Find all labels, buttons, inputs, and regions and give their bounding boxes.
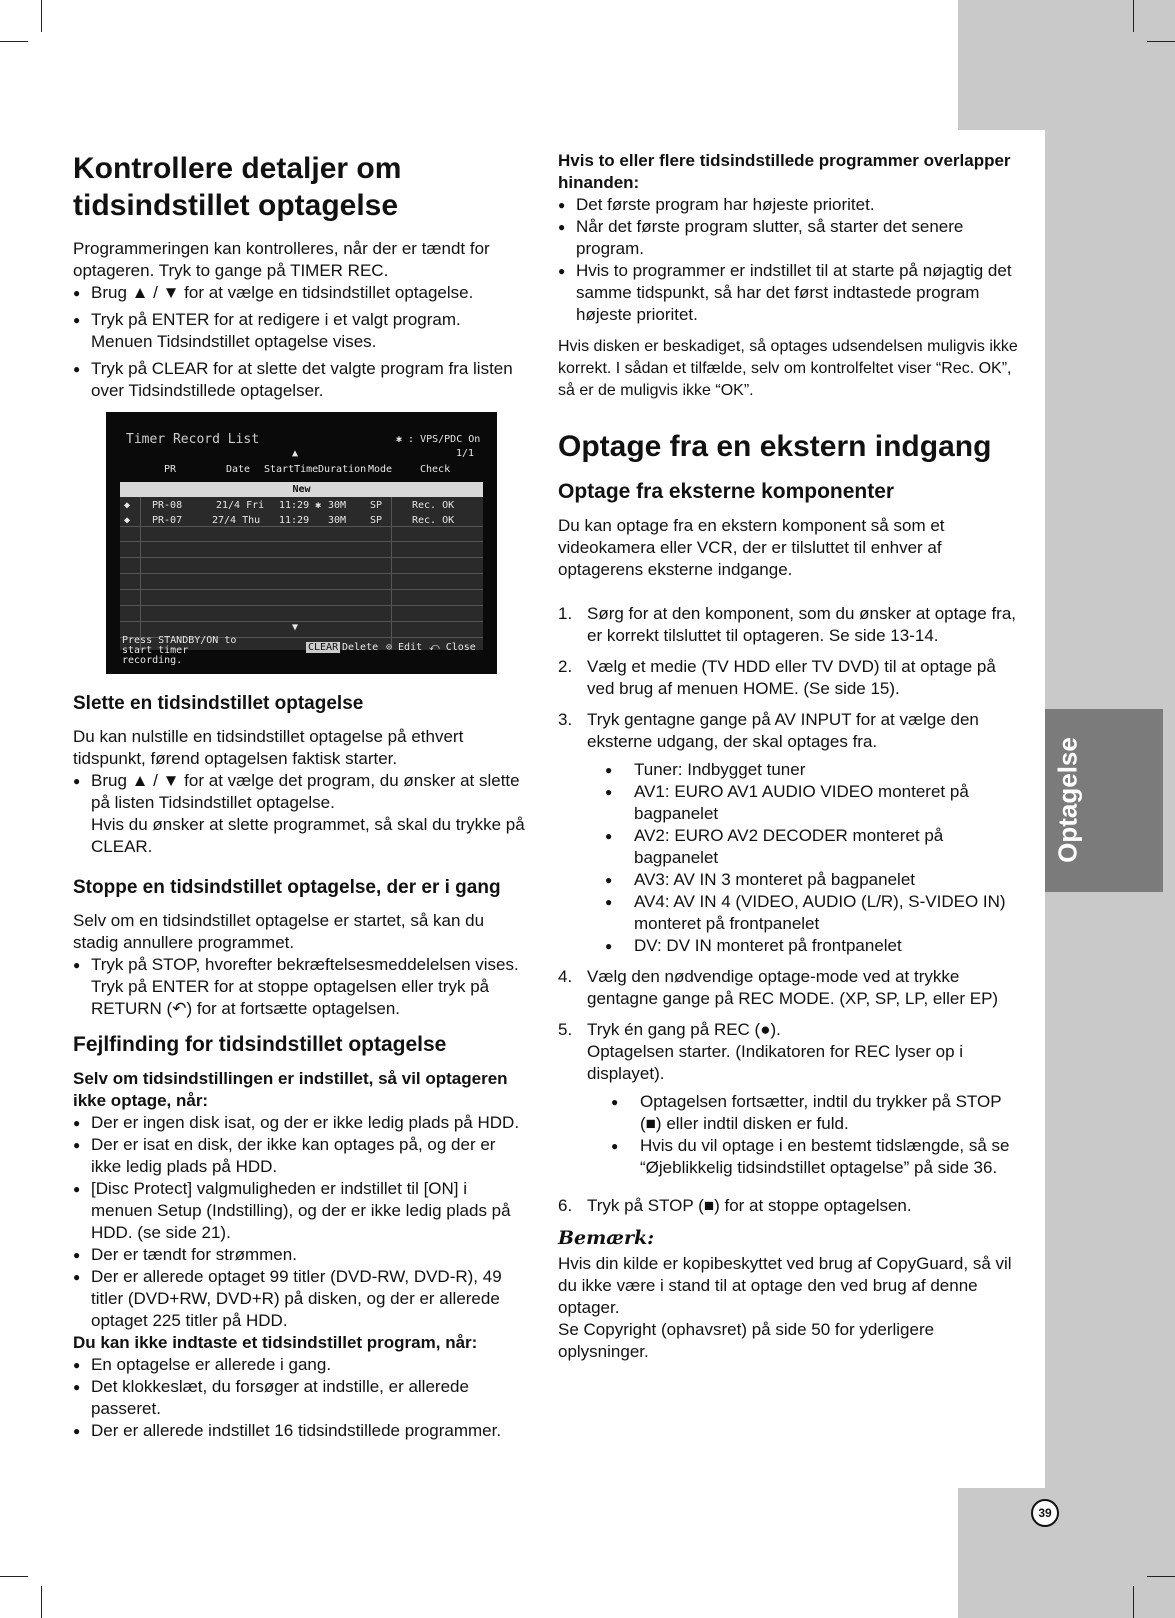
- section-title-troubleshoot: Fejlfinding for tidsindstillet optagelse: [73, 1033, 447, 1056]
- step-text: Vælg et medie (TV HDD eller TV DVD) til at optage på ved brug af menuen HOME. (Se side 15).: [587, 657, 996, 698]
- step-number: 3.: [558, 710, 573, 729]
- delete-bullets: [73, 770, 525, 858]
- list-item: ● AV1: EURO AV1 AUDIO VIDEO monteret på bagpanelet: [605, 781, 1018, 825]
- bullet-text: Brug ▲ / ▼ for at vælge det program, du ønsker at slette på listen Tidsindstillet optagelse.: [91, 771, 520, 812]
- crop-mark: [1147, 1576, 1175, 1577]
- tv-icon: ◆: [124, 515, 131, 526]
- step-number: 4.: [558, 967, 573, 986]
- sidebar-band-bottom: [958, 1488, 1175, 1618]
- header-duration: Duration: [318, 464, 367, 475]
- row-mode: SP: [370, 500, 383, 511]
- footer-delete: Delete: [342, 642, 379, 653]
- input-list: [605, 759, 1018, 957]
- troubleshoot-subtitle: Du kan ikke indtaste et tidsindstillet program, når:: [73, 1333, 478, 1352]
- bullet-text: Tryk på STOP, hvorefter bekræftelsesmeddelelsen vises.: [91, 955, 519, 974]
- step-text: Sørg for at den komponent, som du ønsker at optage fra, er korrekt tilsluttet til optageren. Se side 13-14.: [587, 604, 1017, 645]
- header-start: StartTime: [264, 464, 319, 475]
- page-indicator: 1/1: [456, 448, 475, 459]
- note-text: Hvis din kilde er kopibeskyttet ved brug af CopyGuard, så vil du ikke være i stand til at optage den ved brug af denne optager.: [558, 1254, 1012, 1317]
- clear-key-icon: CLEAR: [308, 642, 339, 653]
- crop-mark: [1133, 1586, 1134, 1618]
- list-item: ● Tryk på CLEAR for at slette det valgte program fra listen over Tidsindstillede optagelser.: [73, 358, 525, 402]
- list-item: ● Der er ingen disk isat, og der er ikke ledig plads på HDD.: [73, 1112, 525, 1134]
- new-entry-row[interactable]: New: [120, 482, 483, 497]
- row-mode: SP: [370, 515, 383, 526]
- sidebar-band-top: [958, 0, 1175, 130]
- timer-record-list-screen: [106, 412, 497, 674]
- delete-text: Du kan nulstille en tidsindstillet optagelse på ethvert tidspunkt, førend optagelsen faktisk starter.: [73, 727, 464, 768]
- step-item: [558, 1195, 1018, 1217]
- list-item: ● Hvis du vil optage i en bestemt tidslængde, så se “Øjeblikkelig tidsindstillet optagelse” på side 36.: [611, 1135, 1018, 1179]
- left-column: [73, 150, 525, 1442]
- grid-row: [120, 575, 483, 590]
- list-item: ● Optagelsen fortsætter, indtil du trykker på STOP (■) eller indtil disken er fuld.: [611, 1091, 1018, 1135]
- section-tab-label: Optagelse: [1052, 737, 1083, 863]
- scroll-down-icon: ▼: [292, 622, 299, 633]
- crop-mark: [1147, 41, 1175, 42]
- scroll-up-icon: ▲: [292, 448, 299, 459]
- steps-list: [558, 603, 1018, 1217]
- list-item: ● Tryk på ENTER for at redigere i et valgt program. Menuen Tidsindstillet optagelse vises.: [73, 309, 525, 353]
- step-item: [558, 656, 1018, 700]
- row-duration: 30M: [328, 515, 347, 526]
- row-pr: PR-07: [152, 515, 183, 526]
- grid-row: [120, 591, 483, 606]
- list-item: ● Tuner: Indbygget tuner: [605, 759, 1018, 781]
- right-column: [558, 150, 1018, 1363]
- step-number: 2.: [558, 657, 573, 676]
- step-text: Tryk én gang på REC (●).: [587, 1020, 781, 1039]
- bullet-continuation: Hvis du ønsker at slette programmet, så skal du trykke på CLEAR.: [91, 815, 525, 856]
- step-text: Tryk på STOP (■) for at stoppe optagelsen.: [587, 1196, 912, 1215]
- section-title-delete: Slette en tidsindstillet optagelse: [73, 693, 364, 714]
- list-item: ● Det klokkeslæt, du forsøger at indstille, er allerede passeret.: [73, 1376, 525, 1420]
- grid-row: [120, 543, 483, 558]
- note-text: Se Copyright (ophavsret) på side 50 for yderligere oplysninger.: [558, 1320, 935, 1361]
- row-check: Rec. OK: [412, 500, 455, 511]
- page-number: 39: [1031, 1499, 1059, 1527]
- crop-mark: [41, 0, 42, 32]
- step-item: [558, 966, 1018, 1010]
- list-item: ● Der er isat en disk, der ikke kan optages på, og der er ikke ledig plads på HDD.: [73, 1134, 525, 1178]
- list-item: ● AV2: EURO AV2 DECODER monteret på bagpanelet: [605, 825, 1018, 869]
- list-item: [73, 954, 525, 1020]
- screen-title: Timer Record List: [126, 432, 260, 447]
- list-item: ● En optagelse er allerede i gang.: [73, 1354, 525, 1376]
- stop-bullets: [73, 954, 525, 1020]
- stop-text: Selv om en tidsindstillet optagelse er startet, så kan du stadig annullere programmet.: [73, 911, 485, 952]
- step-number: 6.: [558, 1196, 573, 1215]
- troubleshoot-subtitle: Selv om tidsindstillingen er indstillet, så vil optageren ikke optage, når:: [73, 1069, 508, 1110]
- footer-close: ⤺ Close: [429, 642, 476, 653]
- header-mode: Mode: [368, 464, 393, 475]
- grid-row: [120, 527, 483, 542]
- grid-row: [120, 607, 483, 622]
- check-bullets: [73, 282, 525, 402]
- bullet-continuation: Tryk på ENTER for at stoppe optagelsen eller tryk på RETURN (↶) for at fortsætte optagelsen.: [91, 977, 490, 1018]
- step5-bullets: [611, 1091, 1018, 1179]
- step-item: [558, 1019, 1018, 1179]
- crop-mark: [0, 1576, 28, 1577]
- troubleshoot-bullets: [73, 1354, 525, 1442]
- list-item: ● AV3: AV IN 3 monteret på bagpanelet: [605, 869, 1018, 891]
- damaged-disc-text: Hvis disken er beskadiget, så optages udsendelsen muligvis ikke korrekt. I sådan et tilfælde, selv om kontrolfeltet viser “Rec. OK”, så er de muligvis ikke “OK”.: [558, 338, 1018, 399]
- step-number: 5.: [558, 1020, 573, 1039]
- list-item: ● Der er tændt for strømmen.: [73, 1244, 525, 1266]
- list-item: ● Brug ▲ / ▼ for at vælge en tidsindstillet optagelse.: [73, 282, 525, 304]
- row-start: 11:29: [279, 515, 310, 526]
- section-title-check-timer: Kontrollere detaljer om tidsindstillet optagelse: [73, 152, 402, 222]
- list-item: ● [Disc Protect] valgmuligheden er indstillet til [ON] i menuen Setup (Indstilling), og der er ikke ledig plads på HDD. (se side 21).: [73, 1178, 525, 1244]
- intro-text: Programmeringen kan kontrolleres, når der er tændt for optageren. Tryk to gange på TIMER REC.: [73, 239, 490, 280]
- footer-edit: ⊙ Edit: [386, 642, 423, 653]
- step-text: Tryk gentagne gange på AV INPUT for at vælge den eksterne udgang, der skal optages fra.: [587, 710, 979, 751]
- list-item: ● AV4: AV IN 4 (VIDEO, AUDIO (L/R), S-VIDEO IN) monteret på frontpanelet: [605, 891, 1018, 935]
- crop-mark: [0, 41, 28, 42]
- row-start: 11:29 ✱: [279, 500, 322, 511]
- section-title-stop: Stoppe en tidsindstillet optagelse, der er i gang: [73, 877, 501, 898]
- vps-label: ✱ : VPS/PDC On: [396, 434, 481, 445]
- header-check: Check: [420, 464, 451, 475]
- overlap-bullets: [558, 194, 1018, 326]
- step-text: Vælg den nødvendige optage-mode ved at trykke gentagne gange på REC MODE. (XP, SP, LP, eller EP): [587, 967, 999, 1008]
- list-item: [73, 770, 525, 858]
- troubleshoot-bullets: [73, 1112, 525, 1332]
- list-item: ● Når det første program slutter, så starter det senere program.: [558, 216, 1018, 260]
- list-item: ● DV: DV IN monteret på frontpanelet: [605, 935, 1018, 957]
- grid-row: [120, 559, 483, 574]
- step-item: [558, 603, 1018, 647]
- subsection-title: Optage fra eksterne komponenter: [558, 480, 895, 503]
- crop-mark: [41, 1586, 42, 1618]
- list-item: ● Der er allerede indstillet 16 tidsindstillede programmer.: [73, 1420, 525, 1442]
- header-pr: PR: [164, 464, 177, 475]
- list-item: ● Det første program har højeste prioritet.: [558, 194, 1018, 216]
- row-date: 21/4 Fri: [216, 500, 265, 511]
- header-date: Date: [226, 464, 251, 475]
- external-intro: Du kan optage fra en ekstern komponent så som et videokamera eller VCR, der er tilsluttet til enhver af optagerens eksterne indgange.: [558, 516, 945, 579]
- row-pr: PR-08: [152, 500, 183, 511]
- section-title-external: Optage fra en ekstern indgang: [558, 430, 992, 463]
- step-continuation: Optagelsen starter. (Indikatoren for REC lyser op i displayet).: [587, 1042, 964, 1083]
- list-item: ● Hvis to programmer er indstillet til at starte på nøjagtig det samme tidspunkt, så har det først indtastede program højeste prioritet.: [558, 260, 1018, 326]
- crop-mark: [1133, 0, 1134, 32]
- row-duration: 30M: [328, 500, 347, 511]
- step-item: [558, 709, 1018, 957]
- step-number: 1.: [558, 604, 573, 623]
- note-title: Bemærk:: [558, 1227, 655, 1249]
- row-check: Rec. OK: [412, 515, 455, 526]
- row-date: 27/4 Thu: [212, 515, 261, 526]
- list-item: ● Der er allerede optaget 99 titler (DVD-RW, DVD-R), 49 titler (DVD+RW, DVD+R) på disken, og der er allerede optaget 225 titler på HDD.: [73, 1266, 525, 1332]
- footer-hint: Press STANDBY/ON to start timer recording.: [122, 635, 237, 666]
- tv-icon: ◆: [124, 500, 131, 511]
- overlap-title: Hvis to eller flere tidsindstillede programmer overlapper hinanden:: [558, 151, 1011, 192]
